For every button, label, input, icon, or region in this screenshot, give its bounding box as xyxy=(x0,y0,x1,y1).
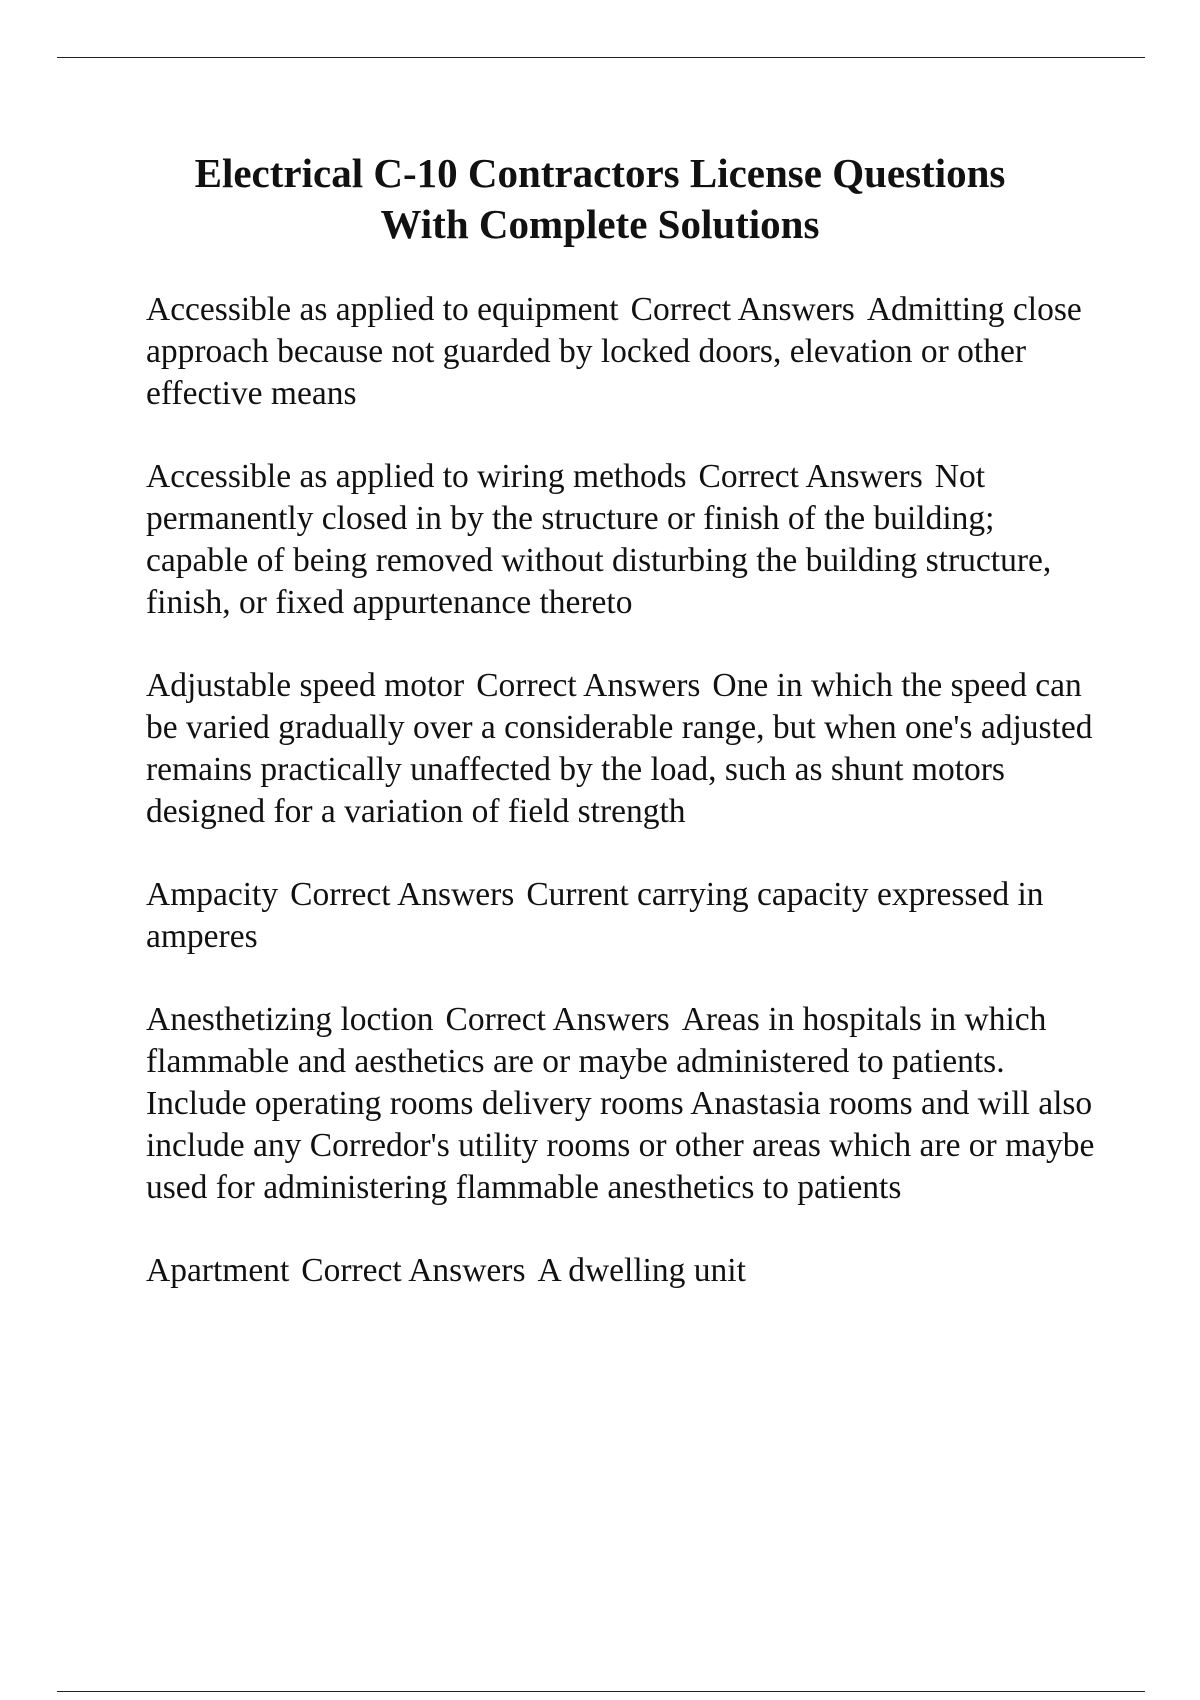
qa-entry xyxy=(146,289,1096,415)
qa-entry xyxy=(146,665,1096,833)
top-divider xyxy=(57,57,1145,58)
qa-entry xyxy=(146,456,1096,624)
entry-definition: Current carrying capacity expressed in amperes xyxy=(146,876,1044,955)
answer-label: Correct Answers xyxy=(301,1252,526,1289)
bottom-divider xyxy=(57,1691,1145,1692)
answer-label: Correct Answers xyxy=(630,291,855,328)
entry-term: Accessible as applied to wiring methods xyxy=(146,458,687,495)
entry-definition: Areas in hospitals in which flammable and aesthetics are or maybe administered to patients. Include operating rooms delivery rooms Anastasia rooms and will also include any Corredor's utility rooms or other areas which are or maybe used for administering flammable anesthetics to patients xyxy=(146,1001,1095,1206)
answer-label: Correct Answers xyxy=(445,1001,670,1038)
entry-definition: One in which the speed can be varied gradually over a considerable range, but when one's adjusted remains practically unaffected by the load, such as shunt motors designed for a variation of field strength xyxy=(146,667,1093,830)
answer-label: Correct Answers xyxy=(698,458,923,495)
title-line-2: With Complete Solutions xyxy=(380,201,820,247)
qa-entry xyxy=(146,999,1096,1209)
entry-definition: Admitting close approach because not guarded by locked doors, elevation or other effective means xyxy=(146,291,1082,412)
title-line-1: Electrical C-10 Contractors License Questions xyxy=(194,150,1006,196)
entry-definition: Not permanently closed in by the structure or finish of the building; capable of being removed without disturbing the building structure, finish, or fixed appurtenance thereto xyxy=(146,458,1052,621)
answer-label: Correct Answers xyxy=(290,876,515,913)
qa-entry xyxy=(146,1250,1096,1292)
qa-list xyxy=(146,289,1096,1333)
entry-term: Anesthetizing loction xyxy=(146,1001,434,1038)
entry-term: Apartment xyxy=(146,1252,290,1289)
answer-label: Correct Answers xyxy=(476,667,701,704)
document-title xyxy=(100,148,1100,250)
entry-definition: A dwelling unit xyxy=(537,1252,746,1289)
entry-term: Adjustable speed motor xyxy=(146,667,465,704)
entry-term: Ampacity xyxy=(146,876,279,913)
entry-term: Accessible as applied to equipment xyxy=(146,291,619,328)
qa-entry xyxy=(146,874,1096,958)
